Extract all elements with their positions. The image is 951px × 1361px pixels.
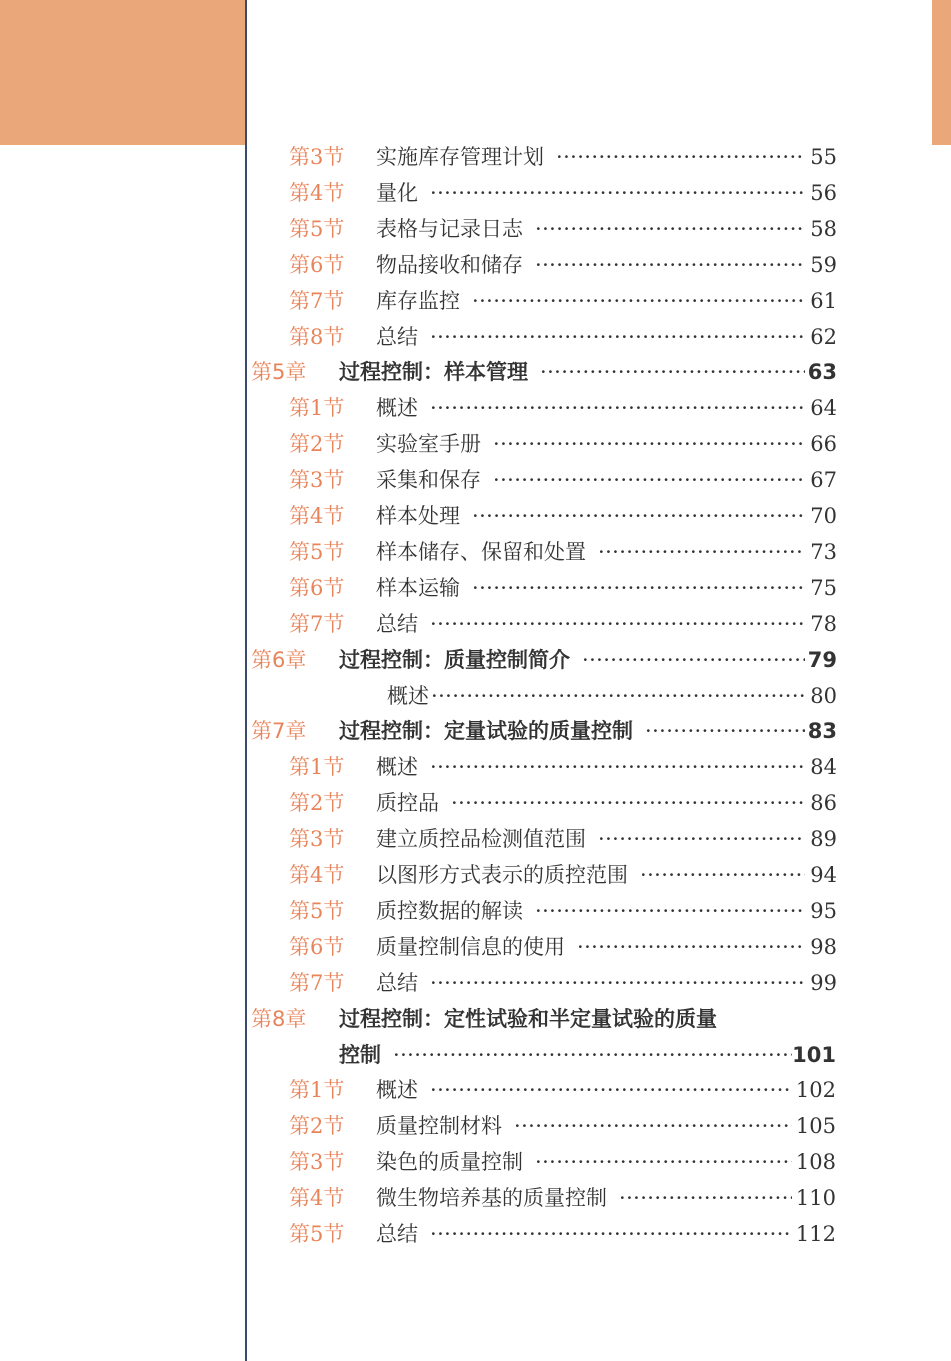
toc-entry-title: 微生物培养基的质量控制	[376, 1186, 607, 1211]
toc-section-row[interactable]	[0, 606, 951, 642]
toc-entry-title: 总结	[376, 324, 418, 349]
dot-leader	[619, 1180, 792, 1216]
page-number: 86	[810, 791, 837, 816]
toc-entry-title: 样本储存、保留和处置	[376, 539, 586, 564]
dot-leader	[493, 462, 805, 498]
toc-section-row[interactable]	[0, 139, 951, 175]
toc-chapter-row[interactable]	[0, 1037, 951, 1073]
toc-entry-title: 质量控制信息的使用	[376, 934, 565, 959]
page-number: 101	[792, 1042, 836, 1067]
page-number: 80	[810, 683, 837, 708]
toc-section-row[interactable]	[0, 1108, 951, 1144]
dot-leader	[577, 929, 805, 965]
dot-leader	[645, 713, 805, 749]
page-number: 110	[795, 1186, 836, 1211]
page-number: 62	[810, 324, 837, 349]
toc-section-row[interactable]	[0, 570, 951, 606]
page-number: 84	[810, 755, 837, 780]
chapter-number: 第7章	[251, 719, 307, 744]
toc-section-row[interactable]	[0, 211, 951, 247]
toc-section-row[interactable]	[0, 498, 951, 534]
page-number: 78	[810, 611, 837, 636]
page-number: 70	[810, 504, 837, 528]
section-number: 第4节	[289, 863, 345, 887]
section-number: 第5节	[289, 216, 345, 241]
toc-section-row[interactable]	[0, 1216, 951, 1252]
dot-leader	[430, 749, 805, 785]
section-number: 第7节	[289, 611, 345, 636]
section-number: 第7节	[289, 970, 345, 995]
dot-leader	[430, 1216, 792, 1252]
dot-leader	[535, 247, 805, 283]
toc-entry-title: 质控品	[376, 791, 439, 816]
page-number: 112	[795, 1222, 836, 1246]
section-number: 第3节	[289, 468, 345, 493]
toc-entry-title: 物品接收和储存	[376, 252, 523, 277]
toc-entry-title: 建立质控品检测值范围	[376, 827, 586, 852]
dot-leader	[472, 283, 805, 319]
toc-entry-title: 概述	[376, 1078, 418, 1103]
page-number: 95	[810, 898, 837, 923]
section-number: 第6节	[289, 934, 345, 959]
toc-section-row[interactable]	[0, 1072, 951, 1108]
toc-entry-title: 过程控制：定量试验的质量控制	[339, 719, 633, 744]
section-number: 第1节	[289, 755, 345, 780]
page-number: 83	[807, 719, 837, 744]
toc-section-row[interactable]	[0, 749, 951, 785]
dot-leader	[598, 534, 805, 570]
toc-entry-title: 样本处理	[376, 504, 460, 528]
section-number: 第4节	[289, 504, 345, 528]
dot-leader	[640, 857, 805, 893]
toc-section-row[interactable]	[0, 785, 951, 821]
toc-entry-title: 总结	[376, 1222, 418, 1246]
toc-entry-title: 过程控制：质量控制简介	[339, 647, 570, 672]
section-number: 第8节	[289, 324, 345, 349]
toc-entry-title: 概述	[387, 683, 429, 708]
toc-entry-title: 表格与记录日志	[376, 216, 523, 241]
page-number: 56	[810, 180, 837, 205]
page-number: 73	[810, 539, 837, 564]
toc-entry-title: 总结	[376, 970, 418, 995]
toc-section-row[interactable]	[0, 893, 951, 929]
dot-leader	[493, 426, 805, 462]
page-number: 89	[810, 827, 837, 852]
section-number: 第1节	[289, 1078, 345, 1103]
dot-leader	[430, 606, 805, 642]
toc-entry-title: 质量控制材料	[376, 1114, 502, 1139]
page-number: 108	[795, 1150, 836, 1175]
toc-section-row[interactable]	[0, 929, 951, 965]
chapter-number: 第8章	[251, 1006, 307, 1031]
page-number: 64	[810, 396, 837, 421]
toc-section-row[interactable]	[0, 247, 951, 283]
toc-entry-title: 过程控制：定性试验和半定量试验的质量	[339, 1006, 717, 1031]
chapter-number: 第5章	[251, 360, 307, 385]
page-number: 61	[810, 288, 837, 313]
dot-leader	[535, 211, 805, 247]
toc-chapter-row[interactable]	[0, 1001, 951, 1037]
dot-leader	[430, 1072, 792, 1108]
section-number: 第5节	[289, 539, 345, 564]
page-number: 105	[795, 1114, 836, 1139]
dot-leader	[556, 139, 805, 175]
dot-leader	[598, 821, 805, 857]
toc-section-row[interactable]	[0, 534, 951, 570]
dot-leader	[540, 354, 805, 390]
section-number: 第2节	[289, 791, 345, 816]
page-number: 75	[810, 575, 837, 600]
section-number: 第4节	[289, 1186, 345, 1211]
dot-leader	[535, 1144, 792, 1180]
section-number: 第3节	[289, 827, 345, 852]
toc-entry-title: 采集和保存	[376, 468, 481, 493]
page-number: 66	[810, 432, 837, 457]
dot-leader	[472, 570, 805, 606]
toc-entry-title: 实施库存管理计划	[376, 145, 544, 169]
section-number: 第3节	[289, 145, 345, 169]
page-number: 79	[807, 647, 837, 672]
toc-section-row[interactable]	[0, 857, 951, 893]
page-number: 102	[795, 1078, 836, 1103]
toc-section-row[interactable]	[0, 678, 951, 714]
dot-leader	[430, 965, 805, 1001]
section-number: 第7节	[289, 288, 345, 313]
page-number: 55	[810, 145, 837, 169]
dot-leader	[582, 642, 805, 678]
page-number: 99	[810, 970, 837, 995]
toc-chapter-row[interactable]	[0, 642, 951, 678]
toc-section-row[interactable]	[0, 1144, 951, 1180]
toc-entry-title: 控制	[339, 1042, 381, 1067]
section-number: 第5节	[289, 898, 345, 923]
dot-leader	[430, 175, 805, 211]
toc-section-row[interactable]	[0, 462, 951, 498]
section-number: 第4节	[289, 180, 345, 205]
toc-section-row[interactable]	[0, 390, 951, 426]
toc-section-row[interactable]	[0, 426, 951, 462]
toc-entry-title: 库存监控	[376, 288, 460, 313]
toc-chapter-row[interactable]	[0, 713, 951, 749]
dot-leader	[431, 678, 805, 714]
page-number: 67	[810, 468, 837, 493]
section-number: 第3节	[289, 1150, 345, 1175]
toc-entry-title: 染色的质量控制	[376, 1150, 523, 1175]
toc-entry-title: 总结	[376, 611, 418, 636]
right-edge-tab	[932, 0, 951, 145]
section-number: 第1节	[289, 396, 345, 421]
page-number: 94	[810, 863, 837, 887]
toc-section-row[interactable]	[0, 821, 951, 857]
page-number: 98	[810, 934, 837, 959]
toc-entry-title: 以图形方式表示的质控范围	[376, 863, 628, 887]
section-number: 第2节	[289, 1114, 345, 1139]
dot-leader	[430, 319, 805, 355]
toc-section-row[interactable]	[0, 283, 951, 319]
toc-chapter-row[interactable]	[0, 354, 951, 390]
toc-entry-title: 实验室手册	[376, 432, 481, 457]
section-number: 第2节	[289, 432, 345, 457]
header-color-block	[0, 0, 246, 145]
toc-entry-title: 概述	[376, 396, 418, 421]
toc-entry-title: 过程控制：样本管理	[339, 360, 528, 385]
dot-leader	[472, 498, 805, 534]
toc-section-row[interactable]	[0, 1180, 951, 1216]
chapter-number: 第6章	[251, 647, 307, 672]
page-number: 58	[810, 216, 837, 241]
toc-entry-title: 概述	[376, 755, 418, 780]
page-number: 63	[807, 360, 837, 385]
dot-leader	[451, 785, 805, 821]
toc-entry-title: 量化	[376, 180, 418, 205]
toc-entry-title: 样本运输	[376, 575, 460, 600]
toc-section-row[interactable]	[0, 319, 951, 355]
dot-leader	[430, 390, 805, 426]
section-number: 第6节	[289, 252, 345, 277]
toc-entry-title: 质控数据的解读	[376, 898, 523, 923]
dot-leader	[535, 893, 805, 929]
section-number: 第5节	[289, 1222, 345, 1246]
dot-leader	[393, 1037, 792, 1073]
toc-section-row[interactable]	[0, 965, 951, 1001]
section-number: 第6节	[289, 575, 345, 600]
toc-section-row[interactable]	[0, 175, 951, 211]
page-number: 59	[810, 252, 837, 277]
dot-leader	[514, 1108, 792, 1144]
